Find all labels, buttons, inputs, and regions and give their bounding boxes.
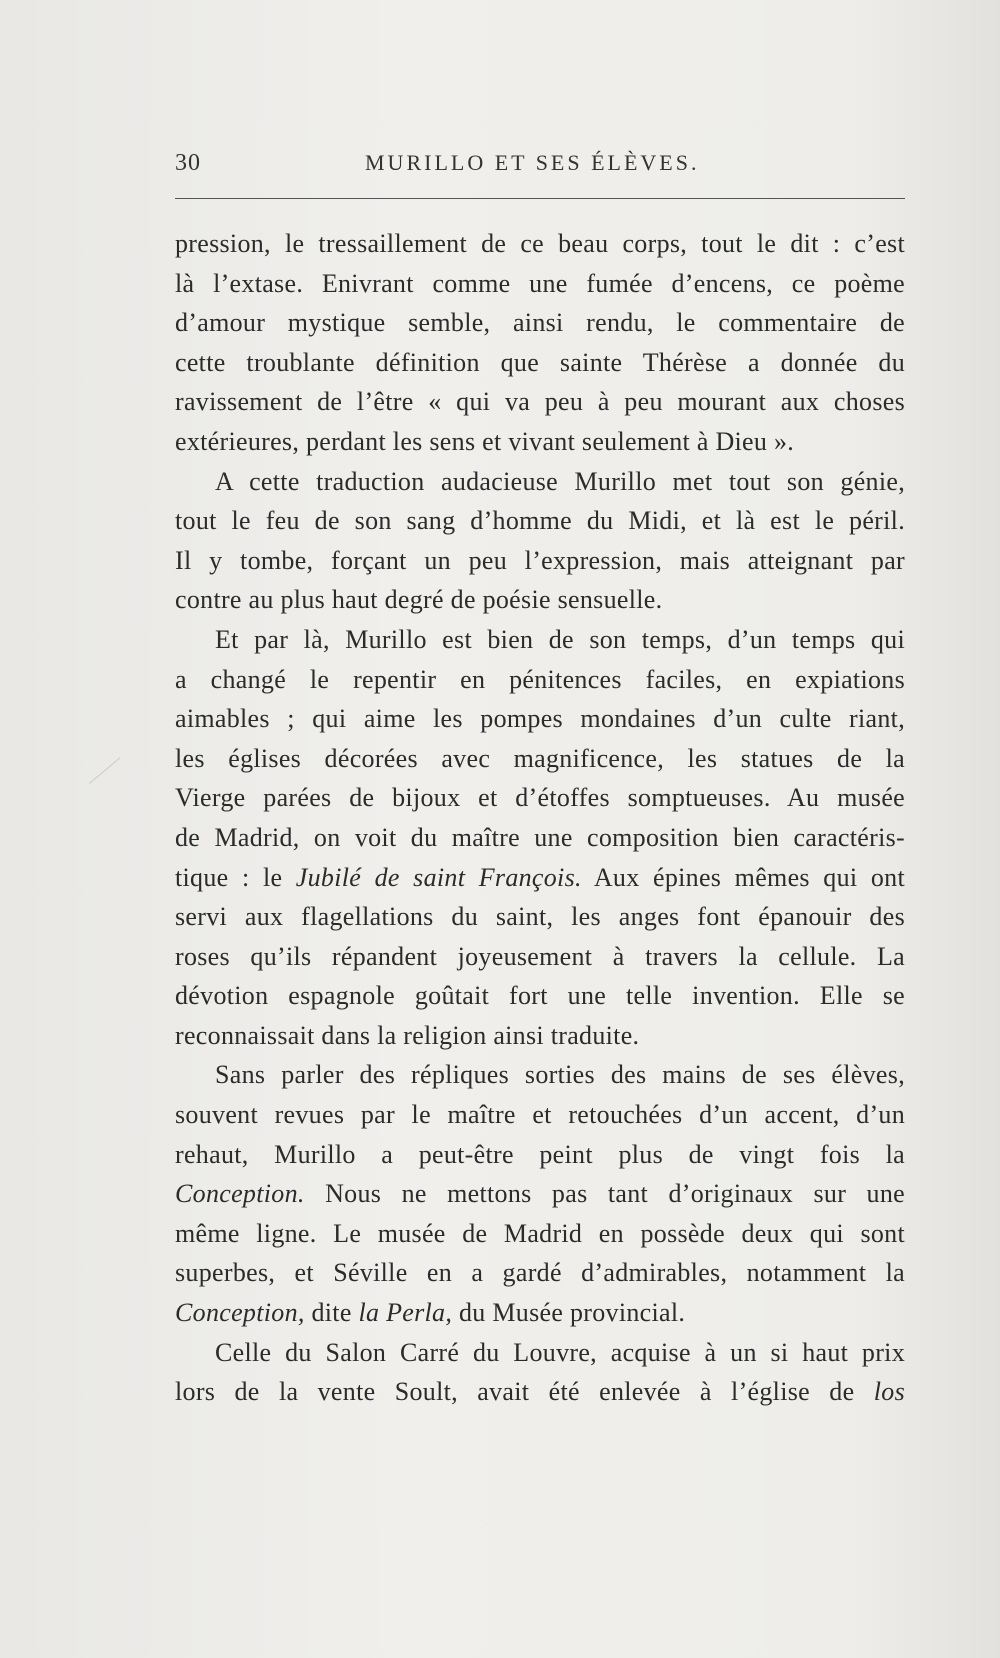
text-segment: Aux épines mêmes qui ont — [581, 862, 905, 892]
text-line — [175, 897, 905, 937]
text-line — [175, 1253, 905, 1293]
text-segment: souvent revues par le maître et retouchées d’un accent, d’un — [175, 1100, 905, 1130]
text-segment: tique : le — [175, 862, 296, 892]
text-line — [175, 1333, 905, 1373]
text-segment: a changé le repentir en pénitences faciles, en expiations — [175, 664, 905, 694]
text-line — [175, 660, 905, 700]
text-segment: cette troublante définition que sainte Thérèse a donnée du — [175, 347, 905, 377]
text-line — [175, 858, 905, 898]
text-line — [175, 1016, 905, 1056]
text-line — [175, 382, 905, 422]
text-line — [175, 976, 905, 1016]
text-segment: Nous ne mettons pas tant d’originaux sur une — [304, 1179, 905, 1209]
text-segment: pression, le tressaillement de ce beau corps, tout le dit : c’est — [175, 229, 905, 258]
text-segment: servi aux flagellations du saint, les anges font épanouir des — [175, 902, 905, 932]
text-line — [175, 462, 905, 502]
text-line — [175, 778, 905, 818]
italic-text: Jubilé de saint François. — [295, 862, 582, 892]
page-mark — [89, 757, 121, 784]
text-line — [175, 1135, 905, 1175]
italic-text: Conception. — [175, 1179, 305, 1209]
text-line — [175, 739, 905, 779]
text-segment: rehaut, Murillo a peut-être peint plus de vingt fois la — [175, 1139, 905, 1169]
text-line — [175, 580, 905, 620]
header-rule — [175, 198, 905, 199]
text-line — [175, 224, 905, 264]
text-segment: Il y tombe, forçant un peu l’expression, mais atteignant par — [175, 545, 905, 575]
text-segment: dite — [304, 1298, 359, 1328]
text-line — [175, 541, 905, 581]
text-segment: lors de la vente Soult, avait été enlevée à l’église de — [175, 1377, 874, 1407]
italic-text: Conception, — [175, 1298, 305, 1328]
text-segment: du Musée provincial. — [452, 1298, 686, 1328]
body-text — [175, 224, 905, 1412]
text-segment: contre au plus haut degré de poésie sensuelle. — [175, 585, 663, 615]
text-segment: tout le feu de son sang d’homme du Midi, et là est le péril. — [175, 506, 905, 536]
text-segment: dévotion espagnole goûtait fort une telle invention. Elle se — [175, 981, 905, 1011]
text-line — [175, 1095, 905, 1135]
text-segment: d’amour mystique semble, ainsi rendu, le commentaire de — [175, 308, 905, 338]
text-segment: roses qu’ils répandent joyeusement à travers la cellule. La — [175, 941, 905, 971]
text-segment: là l’extase. Enivrant comme une fumée d’encens, ce poème — [175, 268, 905, 298]
text-line — [175, 1055, 905, 1095]
text-line — [175, 1293, 905, 1333]
text-line — [175, 1214, 905, 1254]
text-line — [175, 343, 905, 383]
text-segment: Celle du Salon Carré du Louvre, acquise à un si haut prix — [215, 1337, 905, 1367]
text-segment: A cette traduction audacieuse Murillo met tout son génie, — [215, 466, 905, 496]
text-line — [175, 1372, 905, 1412]
text-segment: reconnaissait dans la religion ainsi traduite. — [175, 1020, 640, 1050]
text-line — [175, 1174, 905, 1214]
running-title: MURILLO ET SES ÉLÈVES. — [365, 150, 700, 175]
italic-text: los — [873, 1377, 905, 1407]
text-segment: les églises décorées avec magnificence, les statues de la — [175, 743, 905, 773]
text-segment: aimables ; qui aime les pompes mondaines d’un culte riant, — [175, 704, 905, 734]
text-segment: extérieures, perdant les sens et vivant seulement à Dieu ». — [175, 426, 795, 456]
text-line — [175, 422, 905, 462]
text-line — [175, 264, 905, 304]
text-line — [175, 303, 905, 343]
text-segment: Vierge parées de bijoux et d’étoffes somptueuses. Au musée — [175, 783, 905, 813]
text-segment: de Madrid, on voit du maître une composition bien caractéris- — [175, 822, 905, 852]
italic-text: la Perla, — [358, 1298, 453, 1328]
text-segment: Sans parler des répliques sorties des mains de ses élèves, — [215, 1060, 905, 1090]
page-number: 30 — [175, 150, 201, 176]
text-line — [175, 818, 905, 858]
page-header — [175, 150, 905, 186]
text-segment: même ligne. Le musée de Madrid en possède deux qui sont — [175, 1218, 905, 1248]
text-segment: superbes, et Séville en a gardé d’admirables, notamment la — [175, 1258, 905, 1288]
text-line — [175, 937, 905, 977]
text-segment: Et par là, Murillo est bien de son temps, d’un temps qui — [215, 624, 905, 654]
text-line — [175, 699, 905, 739]
text-line — [175, 620, 905, 660]
text-segment: ravissement de l’être « qui va peu à peu mourant aux choses — [175, 387, 905, 417]
text-line — [175, 501, 905, 541]
